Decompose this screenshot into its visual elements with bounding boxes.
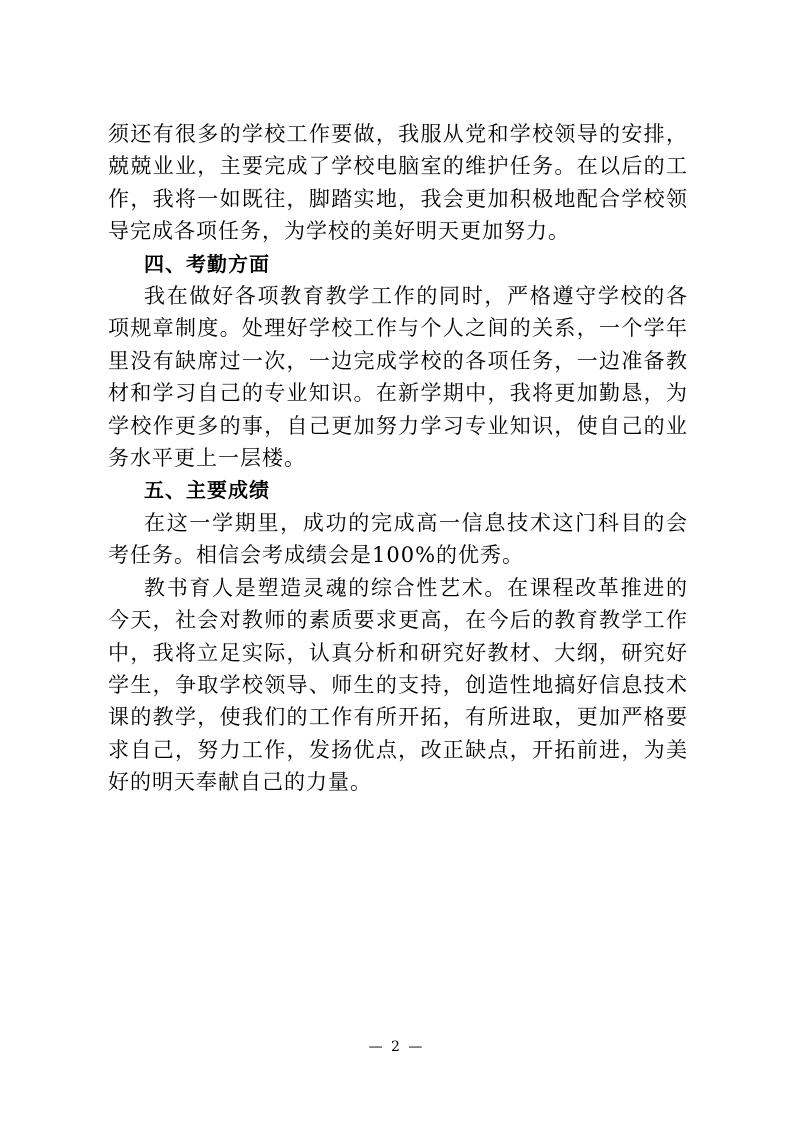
section-heading-achievements: 五、主要成绩 (144, 478, 270, 503)
section-heading-attendance: 四、考勤方面 (144, 251, 270, 276)
page-number: — 2 — (368, 1039, 425, 1055)
paragraph-attendance: 我在做好各项教育教学工作的同时，严格遵守学校的各项规章制度。处理好学校工作与个人之间的关系，一个学年里没有缺席过一次，一边完成学校的各项任务，一边准备教材和学习自己的专业知识。在新学期中，我将更加勤恳，为学校作更多的事，自己更加努力学习专业知识，使自己的业务水平更上一层楼。 (108, 284, 688, 471)
paragraph-achievements: 在这一学期里，成功的完成高一信息技术这门科目的会考任务。相信会考成绩会是100%的优秀。 (108, 510, 688, 568)
paragraph-work-duties: 须还有很多的学校工作要做，我服从党和学校领导的安排，兢兢业业，主要完成了学校电脑室的维护任务。在以后的工作，我将一如既往，脚踏实地，我会更加积极地配合学校领导完成各项任务，为学校的美好明天更加努力。 (108, 122, 688, 244)
document-body (108, 118, 688, 799)
paragraph-conclusion: 教书育人是塑造灵魂的综合性艺术。在课程改革推进的今天，社会对教师的素质要求更高，在今后的教育教学工作中，我将立足实际，认真分析和研究好教材、大纲，研究好学生，争取学校领导、师生的支持，创造性地搞好信息技术课的教学，使我们的工作有所开拓，有所进取，更加严格要求自己，努力工作，发扬优点，改正缺点，开拓前进，为美好的明天奉献自己的力量。 (108, 575, 688, 795)
